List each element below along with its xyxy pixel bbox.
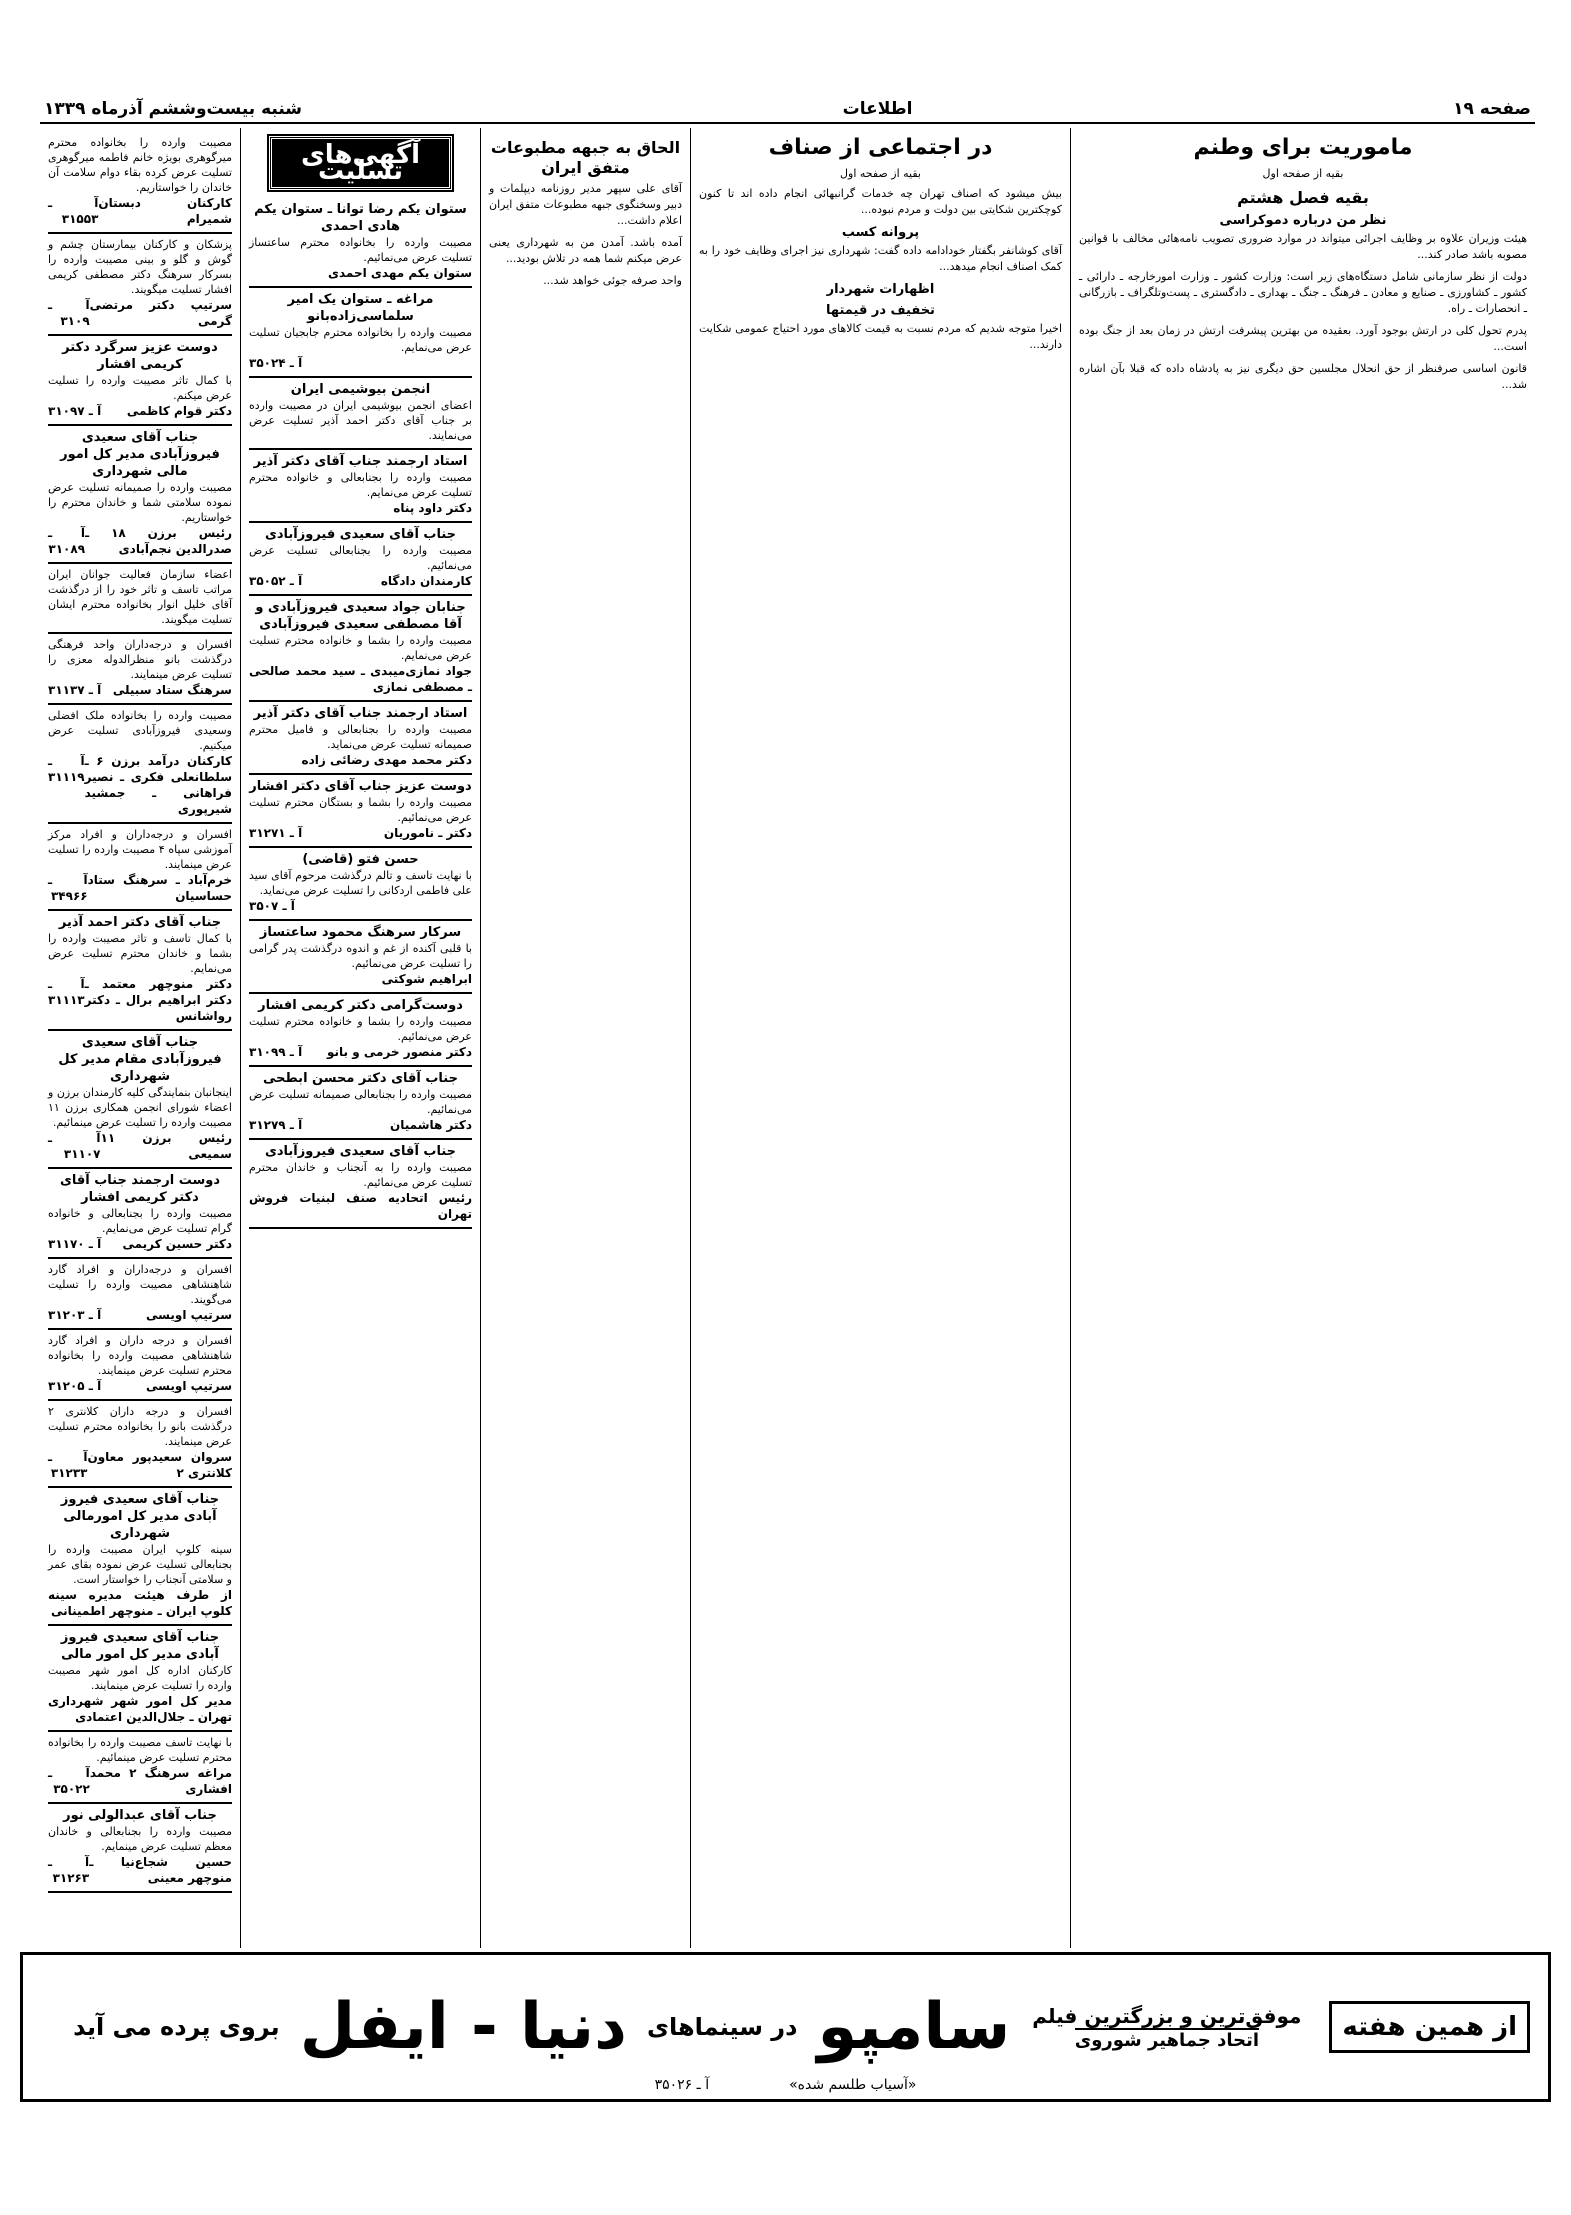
- notice-list: [48, 132, 232, 1893]
- condolence-notice: [48, 1031, 232, 1169]
- notice-footer: [48, 1449, 232, 1481]
- condolence-notice: [48, 1401, 232, 1488]
- notice-title: جناب آقای سعیدی فیروزآبادی مقام مدیر کل شهرداری: [58, 1035, 222, 1084]
- notice-signer: دکتر ـ ناموریان: [383, 826, 472, 840]
- notice-footer: [249, 1044, 472, 1060]
- column-condolences: [240, 128, 480, 1948]
- notice-code: آ ـ ۳۱۱۱۹: [48, 754, 85, 784]
- section-heading: تخفیف در قیمتها: [826, 303, 935, 318]
- notice-title: مراغه ـ ستوان یک امیر سلماسی‌زاده‌بانو: [287, 292, 434, 324]
- ad-on-screen: بروی پرده می آید: [73, 2013, 280, 2041]
- notice-signer: خرم‌آباد ـ سرهنگ ستاد حساسیان: [87, 873, 232, 903]
- notice-title: جناب آقای دکتر محسن ابطحی: [263, 1071, 458, 1086]
- notice-signer: دکتر محمد مهدی رضائی زاده: [301, 753, 472, 767]
- notice-signer: دکتر منوچهر معتمد ـ دکتر ابراهیم برال ـ دکتر رواشانس: [84, 977, 232, 1023]
- notice-footer: [249, 752, 472, 768]
- notice-body: اینجانبان بنمایندگی کلیه کارمندان برزن و اعضاء شورای انجمن همکاری برزن ۱۱ مصیبت وارده را تسلیت عرض مینمائیم.: [48, 1086, 232, 1129]
- paragraph: آمده باشد. آمدن من به شهرداری یعنی عرض میکنم شما همه در تلاش بودید...: [489, 236, 682, 265]
- notice-code: آ ـ ۳۱۲۳۳: [48, 1450, 88, 1480]
- paragraph: قانون اساسی صرفنظر از حق انحلال مجلسین حق دیگری نیز به پادشاه داده که قبلا بآن اشاره شد...: [1079, 362, 1527, 391]
- notice-footer: [249, 898, 472, 914]
- notice-body: مصیبت وارده را بجنابعالی تسلیت عرض می‌نمائیم.: [249, 544, 472, 572]
- paragraph: آقای کوشانفر بگفتار خودادامه داده گفت: شهرداری نیز اجرای وظایف خود را به کمک اصناف انجام میدهد...: [699, 244, 1062, 273]
- paragraph: بیش میشود که اصناف تهران چه خدمات گرانبهائی انجام داده اند تا کنون کوچکترین شکایتی بین دولت و مردم نبوده...: [699, 187, 1062, 216]
- condolence-notice: [48, 1732, 232, 1804]
- notice-body: مصیبت وارده را بشما و خانواده محترم تسلیت عرض می‌نمائیم.: [249, 1015, 472, 1043]
- notice-body: مصیبت وارده را بجنابعالی و فامیل محترم صمیمانه تسلیت عرض می‌نماید.: [249, 723, 472, 751]
- notice-signer: کارمندان دادگاه: [380, 574, 472, 588]
- notice-code: آ ـ ۳۱۲۰۵: [48, 1379, 102, 1393]
- paragraph: هیئت وزیران علاوه بر وظایف اجرائی میتواند در موارد ضروری تصویب نامه‌هائی مخالف با قوانین مصوبه باشد صادر کند...: [1079, 232, 1527, 261]
- notice-signer: دکتر هاشمیان: [390, 1118, 472, 1132]
- notice-footer: [48, 1693, 232, 1725]
- condolence-banner: آگهی‌های تسلیت: [269, 136, 452, 190]
- notice-title: استاد ارجمند جناب آقای دکتر آذیر: [253, 454, 468, 469]
- notice-body: مصیبت وارده را بجنابعالی صمیمانه تسلیت عرض می‌نمائیم.: [249, 1088, 472, 1116]
- condolence-notice: [48, 1330, 232, 1401]
- notice-code: آ ـ ۳۵۰۲۲: [48, 1766, 90, 1796]
- notice-body: با کمال تاسف و تاثر مصیبت وارده را بشما و خاندان محترم تسلیت عرض می‌نمایم.: [48, 932, 232, 975]
- film-advertisement: [20, 1952, 1551, 2102]
- notice-body: مصیبت وارده را بخانواده محترم ساعتساز تسلیت عرض می‌نمائیم.: [249, 236, 472, 264]
- notice-footer: [48, 1378, 232, 1394]
- condolence-notice: [249, 450, 472, 523]
- notice-body: مصیبت وارده را بشما و بستگان محترم تسلیت عرض می‌نمائیم.: [249, 796, 472, 824]
- condolence-notice: [48, 634, 232, 705]
- notice-title: جناب آقای سعیدی فیروز آبادی مدیر کل امور مالی: [60, 1630, 220, 1662]
- paragraph: آقای علی سپهر مدیر روزنامه دیپلمات و دبیر وسخنگوی جبهه مطبوعات متفق ایران اعلام داشت...: [489, 182, 682, 227]
- notice-code: آ ـ ۳۱۵۵۳: [48, 196, 99, 226]
- section-heading: پروانه کسب: [841, 225, 920, 240]
- ad-in-cinemas: در سینماهای: [647, 2013, 798, 2041]
- notice-body: مصیبت وارده را بجنابعالی و خانواده محترم تسلیت عرض می‌نمایم.: [249, 471, 472, 499]
- article-title: الحاق به جبهه مطبوعات متفق ایران: [490, 138, 681, 177]
- condolence-notice: [48, 426, 232, 564]
- notice-footer: [48, 753, 232, 817]
- condolence-notice: [249, 1140, 472, 1229]
- notice-signer: ابراهیم شوکتی: [381, 972, 472, 986]
- notice-title: انجمن بیوشیمی ایران: [290, 382, 431, 397]
- section-title: بقیه فصل هشتم: [1237, 188, 1369, 207]
- condolence-notice: [48, 1804, 232, 1893]
- condolence-notice: [48, 824, 232, 911]
- notice-signer: رئیس برزن ۱۸ ـ صدرالدین نجم‌آبادی: [85, 526, 232, 556]
- notice-footer: [48, 403, 232, 419]
- notice-code: آ ـ ۳۱۲۷۹: [249, 1118, 303, 1132]
- section-heading: اظهارات شهردار: [826, 282, 935, 297]
- paragraph: دولت از نظر سازمانی شامل دستگاه‌های زیر است: وزارت کشور ـ وزارت امورخارجه ـ دارائی ـ کشور ـ کشاورزی ـ صنایع و معادن ـ فرهنگ ـ جنگ ـ بهداری ـ دادگستری ـ پست‌وتلگراف ـ بازرگانی ـ انحصارات ـ راه.: [1079, 270, 1527, 315]
- newspaper-name: اطلاعات: [842, 99, 913, 119]
- notice-signer: دکتر منصور خرمی و بانو: [327, 1045, 472, 1059]
- notice-signer: مراغه سرهنگ ۲ محمد افشاری: [89, 1766, 233, 1796]
- notice-body: افسران و درجه داران و افراد گارد شاهنشاهی مصیبت وارده را بخانواده محترم تسلیت عرض مینمایند.: [48, 1334, 232, 1377]
- condolence-notice: [249, 523, 472, 596]
- notice-signer: دکتر داود پناه: [393, 501, 472, 515]
- notice-footer: [48, 1854, 232, 1886]
- notice-code: آ ـ ۳۱۱۰۷: [48, 1131, 101, 1161]
- notice-body: افسران و درجه‌داران و افراد مرکز آموزشی سپاه ۴ مصیبت وارده را تسلیت عرض مینمایند.: [48, 828, 232, 871]
- notice-footer: [48, 1130, 232, 1162]
- page-number: صفحه ۱۹: [1453, 99, 1531, 119]
- notice-code: آ ـ ۳۴۹۶۶: [48, 873, 88, 903]
- notice-list: [249, 198, 472, 1229]
- condolence-notice: [249, 1067, 472, 1140]
- notice-title: استاد ارجمند جناب آقای دکتر آذیر: [253, 706, 468, 721]
- ad-code: آ ـ ۳۵۰۲۶: [654, 2077, 710, 2093]
- notice-body: کارکنان اداره کل امور شهر مصیبت وارده را تسلیت عرض مینمایند.: [48, 1664, 232, 1692]
- notice-body: مصیبت وارده را بخانواده محترم جابجیان تسلیت عرض می‌نمایم.: [249, 326, 472, 354]
- condolence-notice: [48, 132, 232, 234]
- notice-body: با قلبی آکنده از غم و اندوه درگذشت پدر گرامی را تسلیت عرض می‌نمائیم.: [249, 942, 472, 970]
- condolence-notice: [249, 775, 472, 848]
- notice-body: مصیبت وارده را به آنجناب و خاندان محترم تسلیت عرض می‌نمائیم.: [249, 1161, 472, 1189]
- notice-body: با نهایت تاسف مصیبت وارده را بخانواده محترم تسلیت عرض مینمائیم.: [48, 1736, 232, 1764]
- notice-body: اعضای انجمن بیوشیمی ایران در مصیبت وارده بر جناب آقای دکتر احمد آذیر تسلیت عرض می‌نمایند.: [249, 399, 472, 442]
- notice-code: آ ـ ۳۱۲۰۳: [48, 1308, 102, 1322]
- notice-body: مصیبت وارده را بجنابعالی و خانواده گرام تسلیت عرض می‌نمایم.: [48, 1207, 232, 1235]
- notice-code: آ ـ ۳۱۰۹۷: [48, 404, 102, 418]
- condolence-notice: [48, 705, 232, 824]
- ad-subtitle: «آسیاب طلسم شده»: [789, 2077, 917, 2093]
- notice-signer: رئیس برزن ۱۱ سمیعی: [100, 1131, 232, 1161]
- notice-footer: [249, 1117, 472, 1133]
- condolence-notice: [48, 1488, 232, 1626]
- article-continued: بقیه از صفحه اول: [1262, 167, 1344, 180]
- section-heading: نظر من درباره دموکراسی: [1219, 213, 1387, 228]
- notice-title: دوست‌گرامی دکتر کریمی افشار: [258, 998, 463, 1013]
- notice-signer: جواد نمازی‌میبدی ـ سید محمد صالحی ـ مصطفی نمازی: [249, 664, 472, 694]
- ad-tagline-top: موفق‌ترین و بزرگترین فیلم: [1032, 2003, 1302, 2028]
- notice-title: جنابان جواد سعیدی فیروزآبادی و آقا مصطفی سعیدی فیروزآبادی: [255, 600, 466, 632]
- condolence-notice: [48, 336, 232, 426]
- notice-body: با نهایت تاسف و تالم درگذشت مرحوم آقای سید علی فاطمی اردکانی را تسلیت عرض می‌نماید.: [249, 869, 472, 897]
- notice-footer: [249, 1190, 472, 1222]
- notice-signer: از طرف هیئت مدیره سینه کلوپ ایران ـ منوچهر اطمینانی: [48, 1588, 232, 1618]
- column-guilds: [690, 128, 1070, 1948]
- notice-title: جناب آقای سعیدی فیروزآبادی: [264, 527, 457, 542]
- column-notices: [40, 128, 240, 1948]
- condolence-notice: [48, 234, 232, 336]
- notice-signer: سرهنگ ستاد سبیلی: [112, 683, 232, 697]
- notice-body: پزشکان و کارکنان بیمارستان چشم و گوش و گلو و بینی مصیبت وارده را بسرکار سرهنگ دکتر مصطفی کریمی افشار تسلیت میگویند.: [48, 238, 232, 296]
- notice-body: افسران و درجه‌داران واحد فرهنگی درگذشت بانو منظرالدوله معزی را تسلیت عرض مینمایند.: [48, 638, 232, 681]
- notice-signer: رئیس اتحادیه صنف لبنیات فروش تهران: [249, 1191, 472, 1221]
- notice-body: مصیبت وارده را بخانواده ملک افضلی وسعیدی فیروزآبادی تسلیت عرض میکنیم.: [48, 709, 232, 752]
- condolence-notice: [249, 994, 472, 1067]
- column-mission: [1070, 128, 1535, 1948]
- condolence-notice: [48, 564, 232, 634]
- condolence-notice: [249, 378, 472, 450]
- notice-signer: سرتیپ اویسی: [146, 1308, 232, 1322]
- issue-date: شنبه بیست‌وششم آذرماه ۱۳۳۹: [44, 99, 302, 119]
- notice-footer: [48, 1307, 232, 1323]
- notice-body: مصیبت وارده را بجنابعالی و خاندان معظم تسلیت عرض مینمایم.: [48, 1825, 232, 1853]
- notice-footer: [249, 500, 472, 516]
- notice-code: آ ـ ۳۱۱۳۷: [48, 683, 102, 697]
- notice-code: آ ـ ۳۱۲۷۱: [249, 826, 303, 840]
- notice-code: آ ـ ۳۱۰۸۹: [48, 526, 86, 556]
- notice-signer: کارکنان دبستان شمیرام: [98, 196, 232, 226]
- notice-title: دوست عزیز جناب آقای دکتر افشار: [249, 779, 472, 794]
- notice-title: جناب آقای عبدالولی نور: [63, 1808, 217, 1823]
- condolence-notice: [48, 911, 232, 1031]
- notice-body: مصیبت وارده را بخانواده محترم میرگوهری بویژه خانم فاطمه میرگوهری تسلیت عرض کرده بقاء دوام سلامت آن خاندان را خواستاریم.: [48, 136, 232, 194]
- notice-signer: مدیر کل امور شهر شهرداری تهران ـ جلال‌الدین اعتمادی: [48, 1694, 232, 1724]
- article-title: در اجتماعی از صناف: [768, 135, 993, 160]
- notice-code: آ ـ ۳۱۰۹: [48, 298, 90, 328]
- ad-film-title: سامپو: [817, 1990, 1011, 2064]
- notice-footer: [48, 195, 232, 227]
- masthead: [40, 96, 1535, 124]
- ad-week-box: از همین هفته: [1329, 2001, 1530, 2053]
- notice-signer: کارکنان درآمد برزن ۶ ـ سلطانعلی فکری ـ نصیر فراهانی ـ جمشید شیرپوری: [84, 754, 232, 816]
- notice-title: جناب آقای سعیدی فیروزآبادی مدیر کل امور مالی شهرداری: [60, 430, 220, 479]
- notice-body: افسران و درجه‌داران و افراد گارد شاهنشاهی مصیبت وارده را تسلیت می‌گویند.: [48, 1263, 232, 1306]
- condolence-notice: [249, 848, 472, 921]
- condolence-notice: [249, 702, 472, 775]
- notice-footer: [48, 976, 232, 1024]
- notice-footer: [249, 355, 472, 371]
- notice-footer: [48, 1587, 232, 1619]
- notice-code: آ ـ ۳۱۱۱۳: [48, 977, 85, 1007]
- ad-cinema-names: دنیا - ایفل: [299, 1990, 627, 2064]
- notice-body: افسران و درجه داران کلانتری ۲ درگذشت بانو را بخانواده محترم تسلیت عرض مینمایند.: [48, 1405, 232, 1448]
- notice-title: جناب آقای دکتر احمد آذیر: [58, 915, 222, 930]
- notice-footer: [48, 1765, 232, 1797]
- condolence-notice: [48, 1169, 232, 1259]
- notice-footer: [48, 872, 232, 904]
- notice-signer: سرتیپ دکتر مرتضی گرمی: [89, 298, 232, 328]
- notice-signer: ستوان یکم مهدی احمدی: [327, 266, 472, 280]
- notice-body: اعضاء سازمان فعالیت جوانان ایران مراتب تاسف و تاثر خود را از درگذشت آقای خلیل انوار بخانواده محترم ایشان تسلیت میگویند.: [48, 568, 232, 626]
- notice-footer: [48, 1236, 232, 1252]
- notice-code: آ ـ ۳۵۰۷: [249, 899, 295, 913]
- notice-body: سینه کلوپ ایران مصیبت وارده را بجنابعالی تسلیت عرض نموده بقای عمر و سلامتی آنجناب را خواستار است.: [48, 1543, 232, 1586]
- condolence-notice: [249, 288, 472, 378]
- condolence-notice: [48, 1259, 232, 1330]
- notice-title: حسن فتو (قاضی): [302, 852, 419, 867]
- notice-signer: سرتیپ اویسی: [146, 1379, 232, 1393]
- notice-footer: [249, 663, 472, 695]
- notice-footer: [249, 265, 472, 281]
- article-title: ماموریت برای وطنم: [1193, 135, 1413, 160]
- notice-title: جناب آقای سعیدی فیروزآبادی: [264, 1144, 457, 1159]
- condolence-notice: [249, 198, 472, 288]
- notice-code: آ ـ ۳۵۰۵۲: [249, 574, 303, 588]
- condolence-notice: [249, 596, 472, 702]
- notice-body: مصیبت وارده را بشما و خانواده محترم تسلیت عرض می‌نمایم.: [249, 634, 472, 662]
- notice-footer: [249, 825, 472, 841]
- article-continued: بقیه از صفحه اول: [840, 167, 921, 180]
- condolence-notice: [48, 1626, 232, 1732]
- notice-footer: [48, 297, 232, 329]
- notice-code: آ ـ ۳۱۰۹۹: [249, 1045, 303, 1059]
- paragraph: اخیرا متوجه شدیم که مردم نسبت به قیمت کالاهای مورد احتیاج عمومی شکایت دارند...: [699, 322, 1062, 351]
- notice-signer: دکتر قوام کاظمی: [126, 404, 232, 418]
- notice-code: آ ـ ۳۵۰۲۴: [249, 356, 303, 370]
- notice-footer: [249, 971, 472, 987]
- ad-footer: [23, 2077, 1548, 2093]
- notice-title: ستوان یکم رضا توانا ـ ستوان یکم هادی احمدی: [254, 202, 467, 234]
- notice-footer: [48, 682, 232, 698]
- notice-title: دوست ارجمند جناب آقای دکتر کریمی افشار: [59, 1173, 221, 1205]
- columns: [40, 128, 1535, 1948]
- notice-signer: سروان سعیدپور معاون کلانتری ۲: [87, 1450, 232, 1480]
- notice-code: آ ـ ۳۱۲۶۳: [48, 1855, 90, 1885]
- notice-title: دوست عزیز سرگرد دکتر کریمی افشار: [62, 340, 218, 372]
- notice-title: جناب آقای سعیدی فیروز آبادی مدیر کل امورمالی شهرداری: [60, 1492, 220, 1541]
- paragraph: واحد صرفه جوئی خواهد شد...: [543, 274, 682, 287]
- notice-signer: دکتر حسین کریمی: [122, 1237, 232, 1251]
- notice-signer: حسین شجاع‌نیا ـ منوچهر معینی: [89, 1855, 232, 1885]
- notice-footer: [249, 573, 472, 589]
- ad-tagline-bottom: اتحاد جماهیر شوروی: [1074, 2029, 1259, 2051]
- column-press: [480, 128, 690, 1948]
- paragraph: پدرم تحول کلی در ارتش بوجود آورد. بعقیده من بهترین پیشرفت ارتش در زمان بعد از جنگ بوده است...: [1079, 324, 1527, 353]
- notice-body: با کمال تاثر مصیبت وارده را تسلیت عرض میکنم.: [48, 374, 232, 402]
- notice-title: سرکار سرهنگ محمود ساعتساز: [259, 925, 462, 940]
- ad-tagline: [1032, 2004, 1301, 2051]
- condolence-notice: [249, 921, 472, 994]
- notice-footer: [48, 525, 232, 557]
- notice-body: مصیبت وارده را صمیمانه تسلیت عرض نموده سلامتی شما و خاندان محترم را خواستاریم.: [48, 481, 232, 524]
- notice-code: آ ـ ۳۱۱۷۰: [48, 1237, 102, 1251]
